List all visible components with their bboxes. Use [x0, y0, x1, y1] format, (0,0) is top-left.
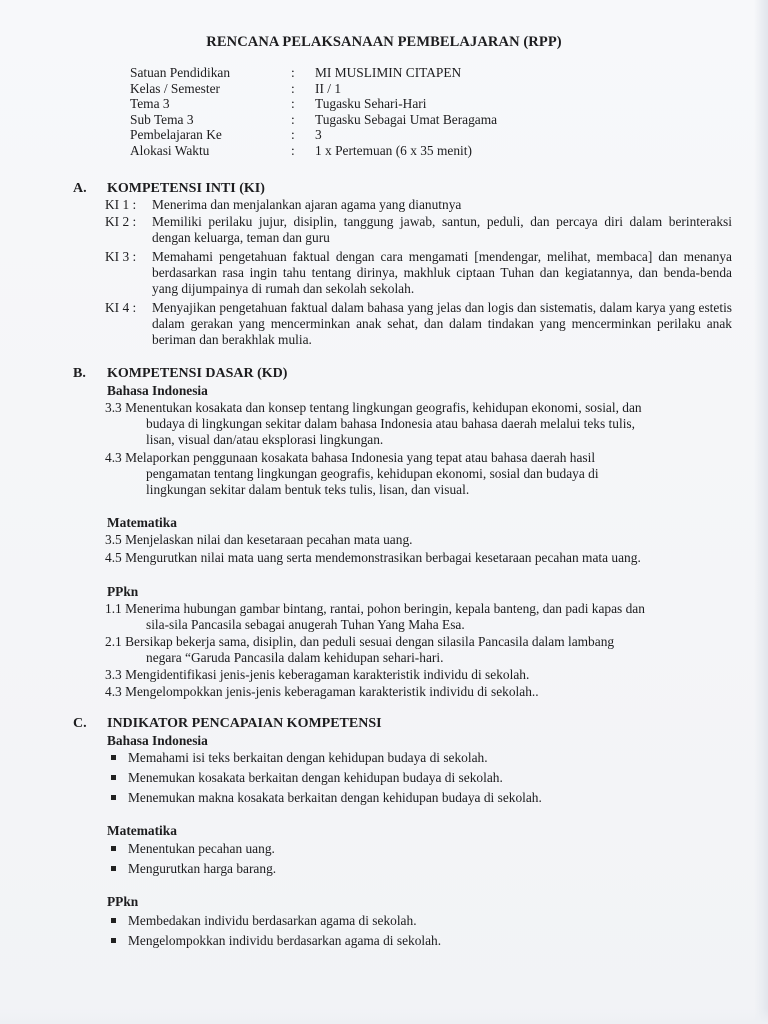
subject-heading: Matematika — [107, 515, 177, 530]
kd-text: 3.3 Mengidentifikasi jenis-jenis keberagaman karakteristik individu di sekolah. — [105, 667, 530, 682]
indicator-text: Menentukan pecahan uang. — [128, 841, 275, 856]
kd-text: 4.3 Mengelompokkan jenis-jenis keberagaman karakteristik individu di sekolah.. — [105, 684, 539, 699]
identity-value: 1 x Pertemuan (6 x 35 menit) — [315, 142, 472, 158]
identity-colon: : — [291, 142, 295, 158]
ki-text: Memiliki perilaku jujur, disiplin, tanggung jawab, santun, peduli, dan percaya diri dalam berinteraksi dengan keluarga, teman dan guru — [152, 214, 732, 245]
indicator-text: Menemukan kosakata berkaitan dengan kehidupan budaya di sekolah. — [128, 770, 503, 785]
section-c-heading: INDIKATOR PENCAPAIAN KOMPETENSI — [107, 716, 382, 731]
indicator-text: Memahami isi teks berkaitan dengan kehidupan budaya di sekolah. — [128, 750, 488, 765]
kd-text: 3.3 Menentukan kosakata dan konsep tentang lingkungan geografis, kehidupan ekonomi, sosial, dan — [105, 400, 642, 415]
ki-text: Menerima dan menjalankan ajaran agama yang dianutnya — [152, 197, 462, 212]
kd-text: 4.3 Melaporkan penggunaan kosakata bahasa Indonesia yang tepat atau bahasa daerah hasil — [105, 450, 596, 465]
subject-heading: Bahasa Indonesia — [107, 383, 208, 398]
section-b-letter: B. — [73, 366, 86, 381]
kd-item — [105, 634, 735, 666]
indicator-item — [111, 861, 276, 877]
section-a-letter: A. — [73, 181, 87, 196]
bullet-icon — [111, 846, 116, 851]
kd-text: 2.1 Bersikap bekerja sama, disiplin, dan peduli sesuai dengan silasila Pancasila dalam lambang — [105, 634, 615, 649]
indicator-item — [111, 790, 542, 806]
bullet-icon — [111, 918, 116, 923]
ki-text: Menyajikan pengetahuan faktual dalam bahasa yang jelas dan logis dan sistematis, dalam karya yang estetis dalam gerakan yang mencerminkan anak sehat, dan dalam tindakan yang mencerminkan perilaku anak beriman dan berakhlak mulia. — [152, 300, 732, 347]
indicator-text: Mengurutkan harga barang. — [128, 861, 277, 876]
ki-code: KI 2 : — [105, 214, 137, 229]
identity-label: Kelas / Semester — [130, 80, 220, 96]
indicator-item — [111, 933, 441, 949]
section-b-heading: KOMPETENSI DASAR (KD) — [107, 366, 288, 381]
ki-item — [105, 197, 732, 213]
identity-label: Sub Tema 3 — [130, 111, 194, 127]
kd-text-continuation: budaya di lingkungan sekitar dalam bahasa Indonesia atau bahasa daerah melalui teks tulis, — [146, 416, 635, 431]
scan-edge-shadow — [754, 0, 768, 1024]
identity-label: Pembelajaran Ke — [130, 127, 222, 143]
indicator-item — [111, 841, 275, 857]
ki-text: Memahami pengetahuan faktual dengan cara mengamati [mendengar, melihat, membaca] dan menanya berdasarkan rasa ingin tahu tentang dirinya, makhluk ciptaan Tuhan dan kegiatannya, dan benda-benda yang dijumpainya di rumah dan sekolah sekolah. — [152, 249, 732, 296]
kd-text: 4.5 Mengurutkan nilai mata uang serta mendemonstrasikan berbagai kesetaraan pecahan mata uang. — [105, 550, 641, 565]
bullet-icon — [111, 938, 116, 943]
bullet-icon — [111, 866, 116, 871]
bullet-icon — [111, 775, 116, 780]
identity-colon: : — [291, 80, 295, 96]
identity-value: MI MUSLIMIN CITAPEN — [315, 65, 462, 80]
kd-item — [105, 601, 735, 633]
indicator-item — [111, 913, 417, 929]
kd-text: 3.5 Menjelaskan nilai dan kesetaraan pecahan mata uang. — [105, 532, 413, 547]
kd-text-continuation: lisan, visual dan/atau eksplorasi lingkungan. — [146, 432, 384, 447]
section-a-heading: KOMPETENSI INTI (KI) — [107, 181, 265, 196]
kd-text: 1.1 Menerima hubungan gambar bintang, rantai, pohon beringin, kepala banteng, dan padi kapas dan — [105, 601, 645, 616]
scan-bottom-shadow — [0, 1008, 768, 1024]
subject-heading: PPkn — [107, 894, 139, 909]
subject-heading: Matematika — [107, 823, 177, 838]
identity-colon: : — [291, 65, 295, 80]
ki-code: KI 1 : — [105, 197, 137, 212]
identity-colon: : — [291, 96, 295, 112]
kd-text-continuation: negara “Garuda Pancasila dalam kehidupan sehari-hari. — [146, 650, 444, 665]
kd-text-continuation: lingkungan sekitar dalam bentuk teks tulis, lisan, dan visual. — [146, 482, 470, 497]
ki-item — [105, 249, 732, 297]
kd-text-continuation: pengamatan tentang lingkungan geografis, kehidupan ekonomi, sosial dan budaya di — [146, 466, 599, 481]
indicator-item — [111, 750, 488, 766]
identity-label: Tema 3 — [130, 96, 170, 112]
ki-item — [105, 300, 732, 348]
indicator-text: Menemukan makna kosakata berkaitan dengan kehidupan budaya di sekolah. — [128, 790, 542, 805]
indicator-text: Mengelompokkan individu berdasarkan agama di sekolah. — [128, 933, 442, 948]
indicator-item — [111, 770, 503, 786]
subject-heading: PPkn — [107, 584, 139, 599]
identity-value: Tugasku Sebagai Umat Beragama — [315, 111, 498, 127]
kd-item — [105, 400, 735, 448]
bullet-icon — [111, 755, 116, 760]
indicator-text: Membedakan individu berdasarkan agama di sekolah. — [128, 913, 417, 928]
identity-value: II / 1 — [315, 80, 342, 96]
subject-heading: Bahasa Indonesia — [107, 733, 208, 748]
identity-value: 3 — [315, 127, 322, 143]
ki-item — [105, 214, 732, 246]
kd-item — [105, 450, 735, 498]
ki-code: KI 4 : — [105, 300, 137, 315]
identity-colon: : — [291, 111, 295, 127]
bullet-icon — [111, 795, 116, 800]
section-c-letter: C. — [73, 716, 87, 731]
document-title: RENCANA PELAKSANAAN PEMBELAJARAN (RPP) — [206, 34, 562, 50]
ki-code: KI 3 : — [105, 249, 137, 264]
identity-colon: : — [291, 127, 295, 143]
identity-label: Alokasi Waktu — [130, 142, 210, 158]
kd-text-continuation: sila-sila Pancasila sebagai anugerah Tuhan Yang Maha Esa. — [146, 617, 465, 632]
identity-value: Tugasku Sehari-Hari — [315, 96, 427, 112]
identity-label: Satuan Pendidikan — [130, 65, 231, 80]
